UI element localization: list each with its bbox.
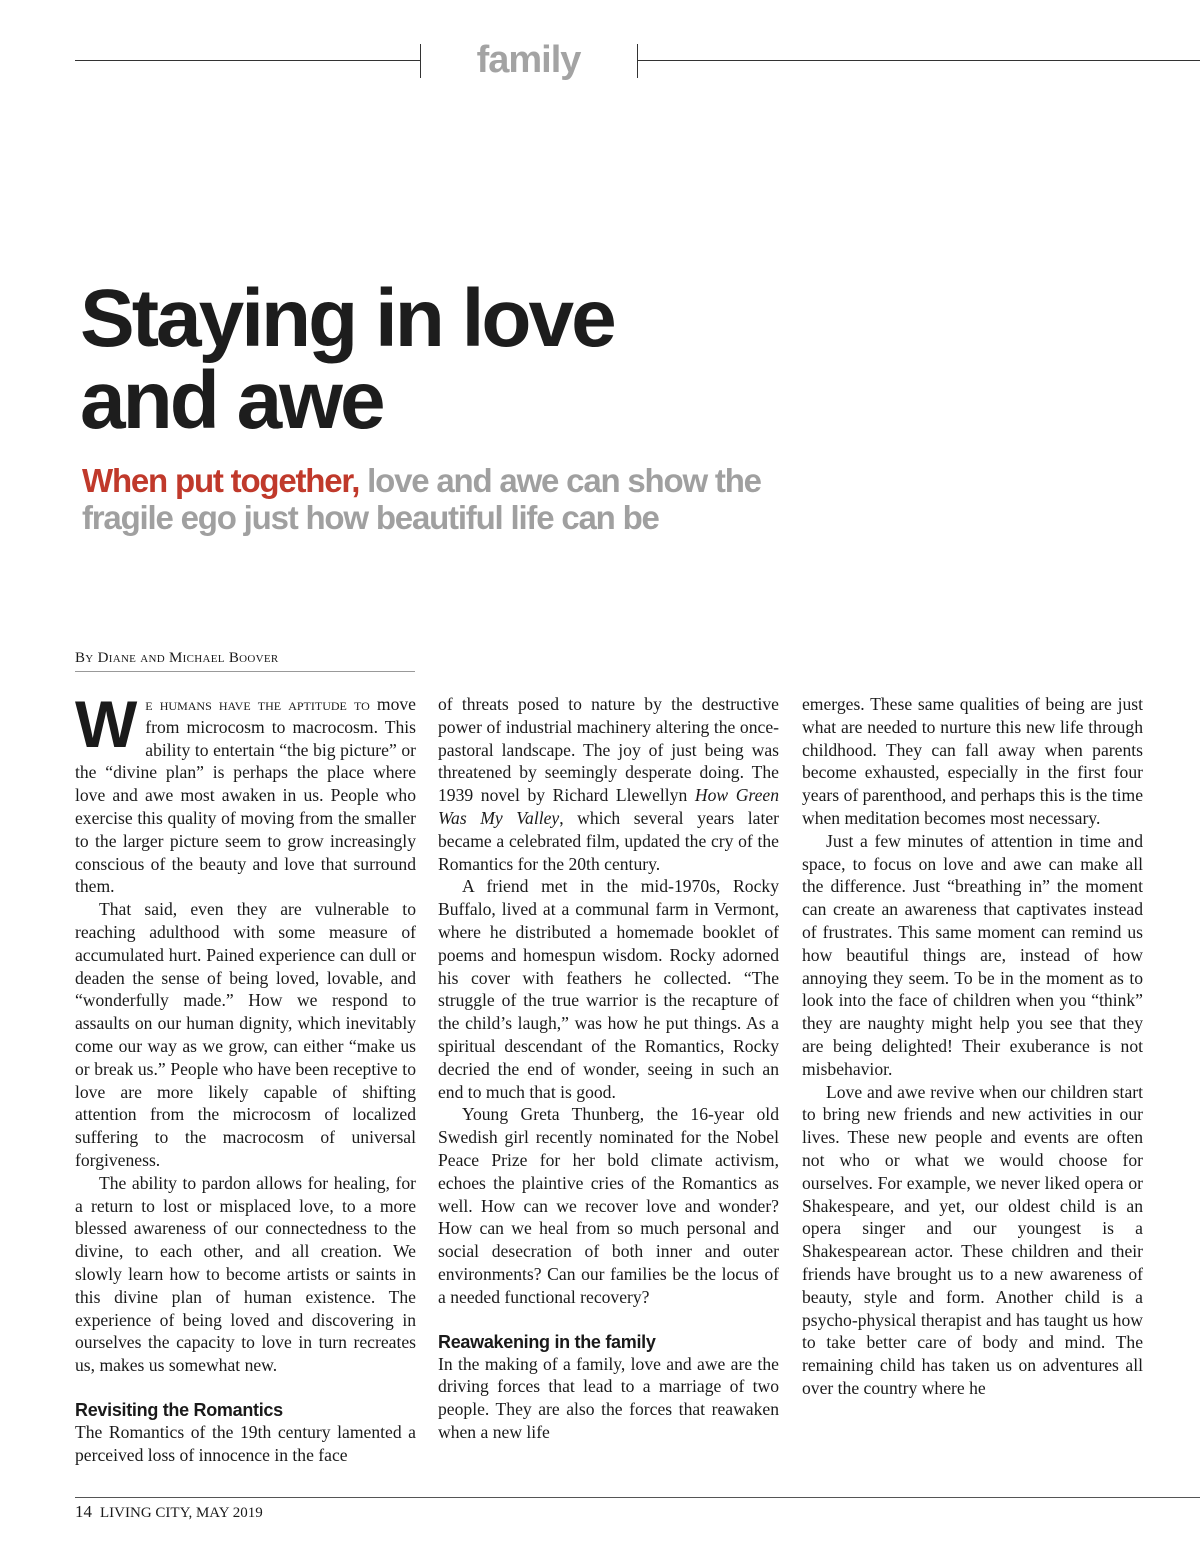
paragraph: In the making of a family, love and awe are the driving forces that lead to a marriage of two people. They are also the forces that reawaken when a new life — [438, 1353, 779, 1442]
section-heading: Revisiting the Romantics — [75, 1399, 283, 1420]
paragraph — [438, 693, 779, 875]
paragraph: The Romantics of the 19th century lamented a perceived loss of innocence in the face — [75, 1421, 416, 1465]
article-title-line1: Staying in love — [80, 273, 614, 364]
section-label: family — [476, 39, 581, 81]
subtitle-rest: love and awe can show the fragile ego just how beautiful life can be — [82, 462, 761, 536]
article-subtitle — [82, 462, 842, 536]
byline: By Diane and Michael Boover — [75, 650, 415, 672]
body-column-3 — [802, 693, 1143, 1400]
paragraph: Young Greta Thunberg, the 16-year old Swedish girl recently nominated for the Nobel Peace Prize for her bold climate activism, echoes the plaintive cries of the Romantics as well. How can we recover love and wonder? How can we heal from so much personal and social desecration of both inner and outer environments? Can our families be the locus of a needed functional recovery? — [438, 1104, 779, 1307]
article-title-line2: and awe — [80, 355, 383, 446]
paragraph-text: of threats posed to nature by the destructive power of industrial machinery altering the once-pastoral landscape. The joy of just being was threatened by seemingly desperate doing. The 1939 novel by Richard Llewellyn — [438, 694, 779, 806]
paragraph: emerges. These same qualities of being are just what are needed to nurture this new life through childhood. They can fall away when parents become exhausted, especially in the first four years of parenthood, and perhaps this is the time when meditation becomes most necessary. — [802, 694, 1143, 828]
paragraph — [75, 687, 416, 898]
page-footer — [75, 1502, 263, 1522]
footer-rule — [75, 1497, 1200, 1498]
drop-cap: W — [75, 687, 138, 761]
paragraph: Just a few minutes of attention in time and space, to focus on love and awe can make all the difference. Just “breathing in” the moment can create an awareness that captivates instead of frustrates. This same moment can remind us how beautiful things are, instead of how annoying they seem. To be in the moment as to look into the face of children when you “think” they are naughty might help you see that they are being delighted! Their exuberance is not misbehavior. — [802, 830, 1143, 1079]
header-tick-right — [637, 44, 638, 78]
page-number: 14 — [75, 1502, 92, 1521]
paragraph: That said, even they are vulnerable to reaching adulthood with some measure of accumulated hurt. Pained experience can dull or deaden the sense of being loved, lovable, and “wonderfully made.” How we respond to assaults on our human dignity, which inevitably come our way as we grow, can either “make us or break us.” People who have been receptive to love are more likely capable of shifting attention from the microcosm of localized suffering to the macrocosm of universal forgiveness. — [75, 899, 416, 1170]
publication-info: LIVING CITY, MAY 2019 — [100, 1505, 263, 1521]
section-heading: Reawakening in the family — [438, 1331, 656, 1352]
book-title: How Green Was My Valley — [438, 785, 780, 828]
paragraph: Love and awe revive when our children start to bring new friends and new activities in our lives. These new people and events are often not who or what we would choose for ourselves. For example, we never liked opera or Shakespeare, and yet, our oldest child is an opera singer and our youngest is a Shakespearean actor. These children and their friends have brought us to a new awareness of beauty, style and form. Another child is a psycho-physical therapist and has taught us how to take better care of body and mind. The remaining child has taken us on adventures all over the country where he — [802, 1081, 1143, 1398]
article-title — [80, 273, 840, 446]
paragraph-text: move from microcosm to macrocosm. This ability to entertain “the big picture” or the “divine plan” is perhaps the place where love and awe most awaken in us. People who exercise this quality of moving from the smaller to the larger picture seem to grow increasingly conscious of the beauty and love that surround them. — [75, 694, 416, 897]
paragraph: A friend met in the mid-1970s, Rocky Buffalo, lived at a communal farm in Vermont, where he distributed a homemade booklet of poems and homespun wisdom. Rocky adorned his cover with feathers he collected. “The struggle of the true warrior is the recapture of the child’s laugh,” was how he put things. As a spiritual descendant of the Romantics, Rocky decried the end of wonder, seeing in such an end to much that is good. — [438, 876, 779, 1102]
paragraph-text: , which several years later became a celebrated film, updated the cry of the Romantics for the 20th century. — [438, 807, 779, 874]
body-column-1 — [75, 687, 416, 1467]
subtitle-accent: When put together, — [82, 462, 360, 499]
paragraph: The ability to pardon allows for healing, for a return to lost or misplaced love, to a more blessed awareness of our connectedness to the divine, to each other, and all creation. We slowly learn how to become artists or saints in this divine plan of human existence. The experience of being loved and discovering in ourselves the capacity to love in turn recreates us, makes us somewhat new. — [75, 1172, 416, 1376]
body-column-2 — [438, 693, 779, 1444]
header-rule-right — [637, 60, 1200, 61]
lead-in: e humans have the aptitude to — [145, 694, 370, 714]
header-rule-left — [75, 60, 420, 61]
